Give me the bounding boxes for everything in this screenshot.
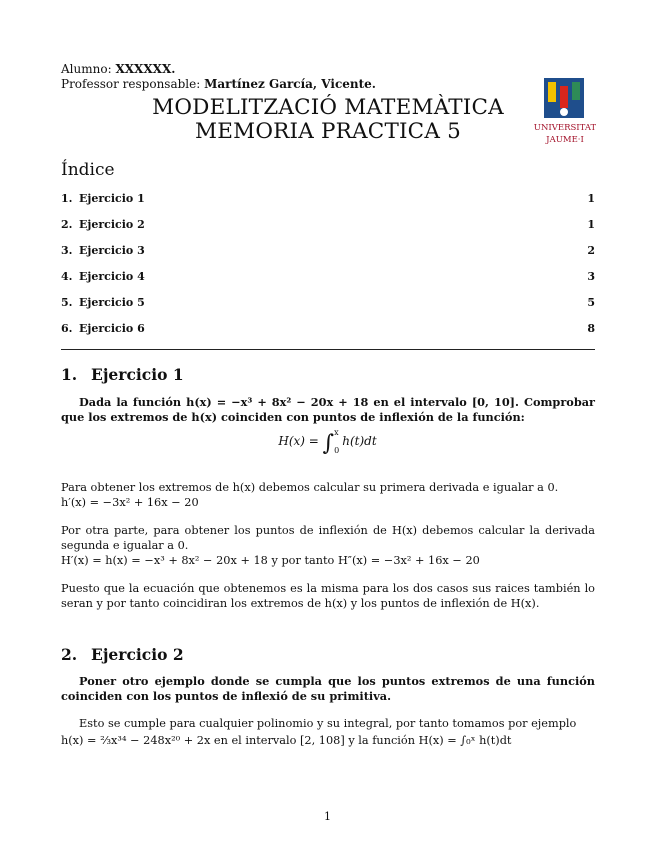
section-1-paragraph-2: Por otra parte, para obtener los puntos de inflexión de H(x) debemos calcular la derivada segunda e igualar a 0. [61,524,595,552]
toc-divider [61,349,595,350]
section-1-formula-1: h′(x) = −3x² + 16x − 20 [61,496,199,509]
section-2-heading [61,645,184,664]
integral-equation [0,428,655,456]
toc-item-number: 4. [61,270,73,283]
section-2-title: Ejercicio 2 [91,645,184,664]
student-name: XXXXXX. [115,62,176,76]
section-1-formula-2: H′(x) = h(x) = −x³ + 8x² − 20x + 18 y por tanto H″(x) = −3x² + 16x − 20 [61,554,480,567]
toc-item-number: 2. [61,218,73,231]
page-number: 1 [324,810,331,823]
toc-item-label: Ejercicio 3 [79,244,145,257]
section-2-number: 2. [61,645,78,664]
equation-integrand: h(t)dt [342,434,377,448]
toc-item-label: Ejercicio 2 [79,218,145,231]
toc-item-page: 2 [587,244,595,257]
toc-item-label: Ejercicio 6 [79,322,145,335]
equation-lhs: H(x) = [278,434,319,448]
section-2-statement: Poner otro ejemplo donde se cumpla que los puntos extremos de una función coinciden con los puntos de inflexió de su primitiva. [61,674,595,703]
toc-item-page: 3 [587,270,595,283]
integral-upper-limit: x [334,428,339,437]
toc-item-number: 1. [61,192,73,205]
title-line-1: MODELITZACIÓ MATEMÀTICA [152,95,504,120]
section-1-heading [61,365,184,384]
university-logo [534,76,596,158]
professor-line [61,77,376,91]
section-1-number: 1. [61,365,78,384]
toc-item-label: Ejercicio 1 [79,192,145,205]
integral-lower-limit: 0 [334,446,340,455]
student-line [61,62,175,76]
toc-item-label: Ejercicio 4 [79,270,145,283]
toc-item-number: 3. [61,244,73,257]
toc-item-page: 1 [587,218,595,231]
professor-name: Martínez García, Vicente. [204,77,376,91]
section-1-title: Ejercicio 1 [91,365,184,384]
student-label: Alumno: [61,62,112,76]
logo-text-bottom: JAUME·I [546,135,584,145]
logo-text-top: UNIVERSITAT [534,123,596,133]
toc-item-page: 5 [587,296,595,309]
toc-item-page: 8 [587,322,595,335]
toc-item-label: Ejercicio 5 [79,296,145,309]
section-2-paragraph-1: Esto se cumple para cualquier polinomio y su integral, por tanto tomamos por ejemplo [79,717,577,730]
section-1-paragraph-3: Puesto que la ecuación que obtenemos es la misma para los dos casos sus raices también lo seran y por tanto coincidiran los extremos de h(x) y los puntos de inflexión de H(x). [61,582,595,610]
section-1-statement: Dada la función h(x) = −x³ + 8x² − 20x + 18 en el intervalo [0, 10]. Comprobar que los extremos de h(x) coinciden con puntos de inflexión de la función: [61,395,595,424]
section-1-paragraph-1: Para obtener los extremos de h(x) debemos calcular su primera derivada e igualar a 0. [61,481,559,494]
integral-limits [334,428,339,455]
toc-heading: Índice [61,160,115,180]
professor-label: Professor responsable: [61,77,201,91]
toc-item-number: 6. [61,322,73,335]
title-line-2: MEMORIA PRACTICA 5 [195,119,461,144]
toc-item-number: 5. [61,296,73,309]
integral-sign: ∫ [322,431,335,456]
toc-item-page: 1 [587,192,595,205]
section-2-formula-1: h(x) = ⅔x³⁴ − 248x²⁰ + 2x en el intervalo [2, 108] y la función H(x) = ∫₀ˣ h(t)dt [61,734,512,747]
